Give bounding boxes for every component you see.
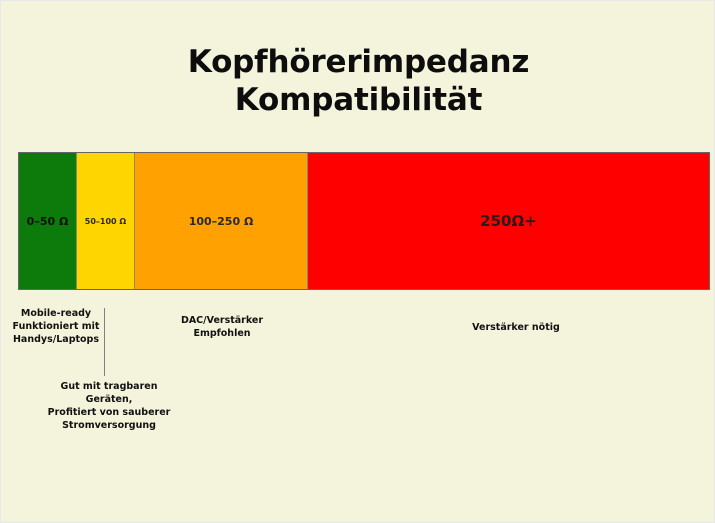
annotation-line: Funktioniert mit xyxy=(12,321,100,332)
annotation-line: Mobile-ready xyxy=(20,308,92,319)
annotation-connector-line xyxy=(104,308,105,376)
segment-label-0-50: 0–50 Ω xyxy=(26,214,69,228)
segment-label-250-plus: 250Ω+ xyxy=(480,212,537,230)
annotation-amp-required xyxy=(441,321,591,334)
title-line-2: Kompatibilität xyxy=(234,82,483,118)
segment-label-100-250: 100–250 Ω xyxy=(188,214,254,228)
segment-100-250-ohm xyxy=(135,153,308,289)
annotation-line: Stromversorgung xyxy=(62,420,156,431)
annotation-line: DAC/Verstärker xyxy=(180,315,264,326)
annotation-line: Empfohlen xyxy=(193,328,251,339)
segment-0-50-ohm xyxy=(19,153,77,289)
annotation-line: Handys/Laptops xyxy=(12,334,100,345)
segment-label-50-100: 50–100 Ω xyxy=(84,216,127,226)
annotation-portable xyxy=(31,380,187,432)
impedance-bar xyxy=(18,152,710,290)
annotation-line: Geräten, xyxy=(85,394,133,405)
annotation-line: Profitiert von sauberer xyxy=(47,407,171,418)
annotation-mobile-ready xyxy=(1,307,111,346)
segment-50-100-ohm xyxy=(77,153,135,289)
annotation-line: Verstärker nötig xyxy=(472,322,560,333)
annotation-dac-recommended xyxy=(151,314,293,340)
segment-250-plus-ohm xyxy=(308,153,709,289)
diagram-title xyxy=(1,43,715,119)
annotation-line: Gut mit tragbaren xyxy=(60,381,158,392)
title-line-1: Kopfhörerimpedanz xyxy=(187,44,530,80)
